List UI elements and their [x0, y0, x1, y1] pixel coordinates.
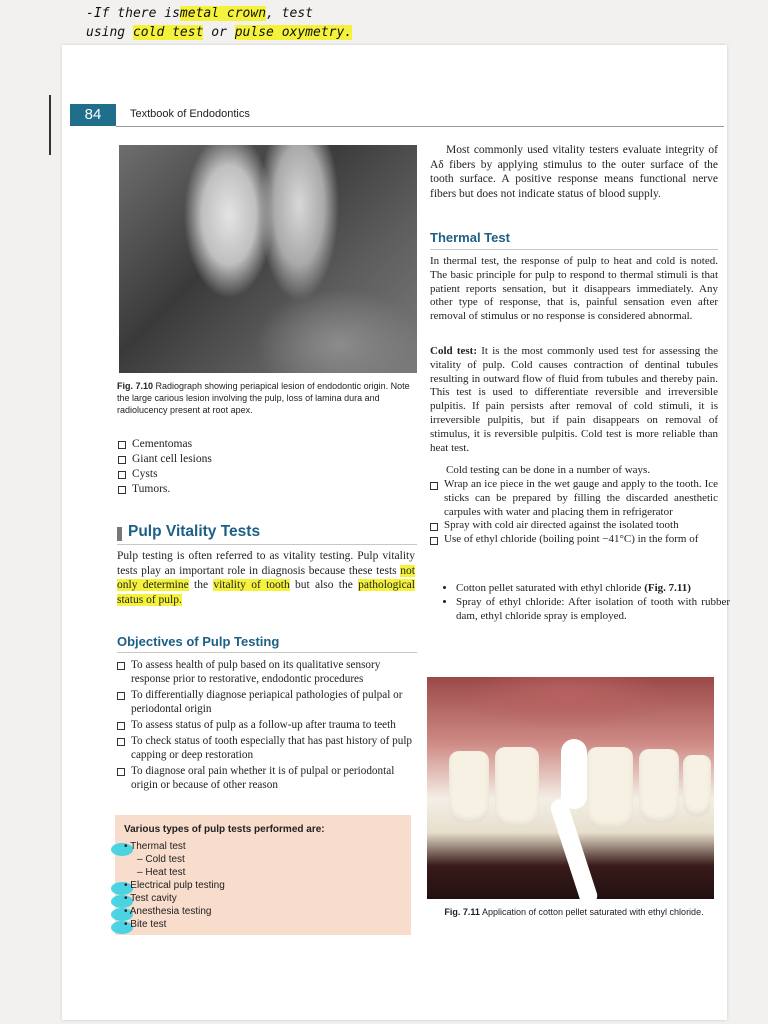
handwritten-note: -If there ismetal crown, test using cold test or pulse oxymetry.: [86, 6, 353, 40]
fig-7-11-caption: Fig. 7.11 Application of cotton pellet saturated with ethyl chloride.: [444, 907, 704, 917]
section-marker: [117, 527, 122, 541]
cold-methods-list: [430, 478, 718, 547]
pulp-vitality-text: Pulp testing is often referred to as vitality testing. Pulp vitality tests play an important role in diagnosis because these tests not only determine the vitality of tooth but also the pathological status of pulp.: [117, 550, 415, 606]
list-item: To differentially diagnose periapical pathologies of pulpal or periodontal origin: [117, 688, 415, 716]
cold-test-text: Cold test: It is the most commonly used test for assessing the vitality of pulp. Cold causes contraction of dentinal tubules resulting in outward flow of fluid from tubules and thereby pain. This test is used to differentiate reversible and irreversible pulpitis. If pain persists after removal of cold stimuli, it is irreversible pulpitis, but if pain disappears on removal of stimulus, it is reversible pulpitis. Cold test is more reliable than heat test.: [430, 345, 718, 454]
list-item: • Electrical pulp testing: [124, 880, 225, 891]
list-item: To assess health of pulp based on its qualitative sensory response prior to restorative, endodontic procedures: [117, 658, 415, 686]
list-item: Tumors.: [118, 482, 408, 497]
cold-ways-text: Cold testing can be done in a number of ways.: [446, 464, 651, 476]
list-item: Cysts: [118, 467, 408, 482]
list-item: • Test cavity: [124, 893, 177, 904]
running-head: Textbook of Endodontics: [130, 108, 250, 120]
section-rule: [117, 652, 417, 653]
fig-7-10-caption: Fig. 7.10 Radiograph showing periapical lesion of endodontic origin. Note the large carious lesion involving the pulp, loss of lamina dura and radiolucency present at root apex.: [117, 381, 410, 415]
list-item: To assess status of pulp as a follow-up after trauma to teeth: [117, 718, 415, 732]
list-item: – Cold test: [137, 854, 185, 865]
header-rule: [116, 126, 724, 127]
list-item: Cementomas: [118, 437, 408, 452]
pulp-vitality-title: Pulp Vitality Tests: [128, 523, 261, 540]
list-item: – Heat test: [137, 867, 186, 878]
list-item: • Spray of ethyl chloride: After isolation of tooth with rubber dam, ethyl chloride spray is employed.: [456, 596, 730, 624]
list-item: Use of ethyl chloride (boiling point −41°C) in the form of: [430, 533, 718, 547]
ethyl-chloride-list: [444, 582, 730, 623]
thermal-test-title: Thermal Test: [430, 230, 510, 245]
list-item: • Cotton pellet saturated with ethyl chloride (Fig. 7.11): [456, 582, 730, 596]
objectives-list: [117, 658, 415, 792]
list-item: • Anesthesia testing: [124, 906, 212, 917]
list-item: Spray with cold air directed against the isolated tooth: [430, 519, 718, 533]
list-item: Wrap an ice piece in the wet gauge and apply to the tooth. Ice sticks can be prepared by filling the discarded anesthetic carpules with water and placing them in refrigerator: [430, 478, 718, 519]
list-item: • Bite test: [124, 919, 167, 930]
list-item: • Thermal test: [124, 841, 186, 852]
margin-rule: [49, 95, 51, 155]
list-item: Giant cell lesions: [118, 452, 408, 467]
radiograph-image: [119, 145, 417, 373]
tests-box-title: Various types of pulp tests performed are:: [124, 824, 325, 835]
pulp-tests-box: [115, 815, 411, 935]
objectives-title: Objectives of Pulp Testing: [117, 634, 280, 649]
section-rule: [430, 249, 718, 250]
list-item: To diagnose oral pain whether it is of pulpal or periodontal origin or because of other reason: [117, 764, 415, 792]
section-rule: [117, 544, 417, 545]
lesion-list: [118, 437, 408, 497]
intro-right-text: Most commonly used vitality testers evaluate integrity of Aδ fibers by applying stimulus to the outer surface of the tooth surface. A positive response means functional nerve fibers but does not indicate status of blood supply.: [430, 144, 718, 200]
page-number: 84: [70, 104, 116, 126]
thermal-para: In thermal test, the response of pulp to heat and cold is noted. The basic principle for pulp to respond to thermal stimuli is that patient reports sensation, but it disappears immediately. Any other type of response, that is, painful sensation even after removal of stimulus or no response is considered abnormal.: [430, 255, 718, 323]
list-item: To check status of tooth especially that has past history of pulp capping or deep restoration: [117, 734, 415, 762]
cotton-pellet-photo: [427, 677, 714, 899]
